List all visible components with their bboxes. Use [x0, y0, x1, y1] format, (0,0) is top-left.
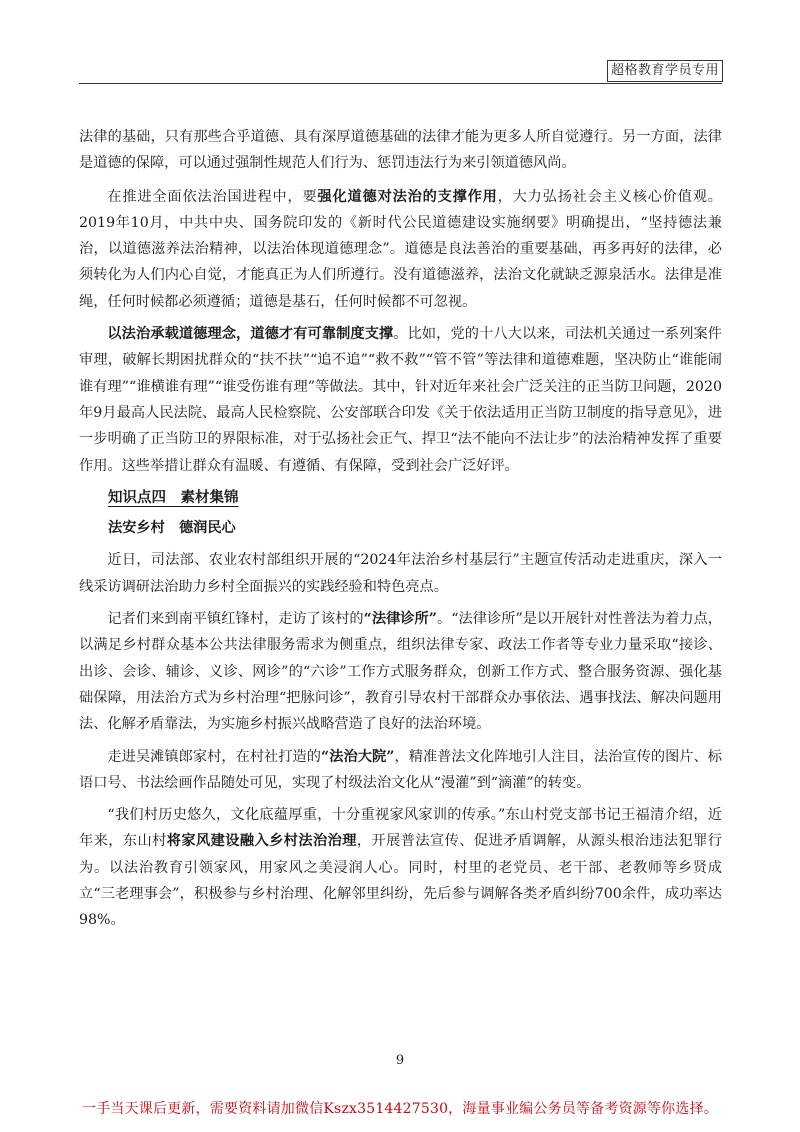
- paragraph-2: 在推进全面依法治国进程中，要强化道德对法治的支撑作用，大力弘扬社会主义核心价值观。2019年10月，中共中央、国务院印发的《新时代公民道德建设实施纲要》明确提出，“坚持德法兼治，以道德滋养法治精神，以法治体现道德理念”。道德是良法善治的重要基础，再多再好的法律，必须转化为人们内心自觉，才能真正为人们所遵行。没有道德滋养，法治文化就缺乏源泉活水。法律是准绳，任何时候都必须遵循；道德是基石，任何时候都不可忽视。: [79, 188, 722, 310]
- emphasis-text: 将家风建设融入乡村法治治理: [166, 833, 357, 850]
- footer-banner: 一手当天课后更新，需要资料请加微信Kszx3514427530，海量事业编公务员等备考资源等你选择。: [82, 1101, 718, 1117]
- sub-heading: 法安乡村 德润民心: [108, 520, 236, 537]
- paragraph-7: “我们村历史悠久，文化底蕴厚重，十分重视家风家训的传承。”东山村党支部书记王福清介绍，近年来，东山村将家风建设融入乡村法治治理，开展普法宣传、促进矛盾调解，从源头根治违法犯罪行为。以法治教育引领家风，用家风之美浸润人心。同时，村里的老党员、老干部、老教师等乡贤成立“三老理事会”，积极参与乡村治理、化解邻里纠纷，先后参与调解各类矛盾纠纷700余件，成功率达98%。: [79, 807, 722, 929]
- paragraph-1: 法律的基础，只有那些合乎道德、具有深厚道德基础的法律才能为更多人所自觉遵行。另一方面，法律是道德的保障，可以通过强制性规范人们行为、惩罚违法行为来引领道德风尚。: [79, 129, 722, 172]
- emphasis-text: “法治大院”: [321, 748, 395, 765]
- document-body: [79, 124, 722, 940]
- emphasis-text: 强化道德对法治的支撑作用: [317, 188, 498, 205]
- emphasis-text: 以法治承载道德理念，道德才有可靠制度支撑: [107, 326, 394, 343]
- emphasis-text: “法律诊所”: [363, 611, 437, 628]
- paragraph-3: 以法治承载道德理念，道德才有可靠制度支撑。比如，党的十八大以来，司法机关通过一系列案件审理，破解长期困扰群众的“扶不扶”“追不追”“救不救”“管不管”等法律和道德难题，坚决防止“谁能闹谁有理”“谁横谁有理”“谁受伤谁有理”等做法。其中，针对近年来社会广泛关注的正当防卫问题，2020年9月最高人民法院、最高人民检察院、公安部联合印发《关于依法适用正当防卫制度的指导意见》，进一步明确了正当防卫的界限标准，对于弘扬社会正气、捍卫“法不能向不法让步”的法治精神发挥了重要作用。这些举措让群众有温暖、有遵循、有保障，受到社会广泛好评。: [79, 326, 722, 474]
- header-tag: 超格教育学员专用: [607, 60, 723, 82]
- paragraph-5: 记者们来到南平镇红锋村，走访了该村的“法律诊所”。“法律诊所”是以开展针对性普法为着力点，以满足乡村群众基本公共法律服务需求为侧重点，组织法律专家、政法工作者等专业力量采取“接诊、出诊、会诊、辅诊、义诊、网诊”的“六诊”工作方式服务群众，创新工作方式、整合服务资源、强化基础保障，用法治方式为乡村治理“把脉问诊”，教育引导农村干部群众办事依法、遇事找法、解决问题用法、化解矛盾靠法，为实施乡村振兴战略营造了良好的法治环境。: [79, 611, 722, 733]
- page-number: 9: [395, 1053, 405, 1068]
- header-rule: [79, 83, 722, 84]
- paragraph-6: 走进吴滩镇郎家村，在村社打造的“法治大院”，精准普法文化阵地引人注目，法治宣传的图片、标语口号、书法绘画作品随处可见，实现了村级法治文化从“漫灌”到“滴灌”的转变。: [79, 748, 722, 791]
- paragraph-4: 近日，司法部、农业农村部组织开展的“2024年法治乡村基层行”主题宣传活动走进重庆，深入一线采访调研法治助力乡村全面振兴的实践经验和特色亮点。: [79, 552, 722, 595]
- section-heading: 知识点四 素材集锦: [108, 488, 239, 506]
